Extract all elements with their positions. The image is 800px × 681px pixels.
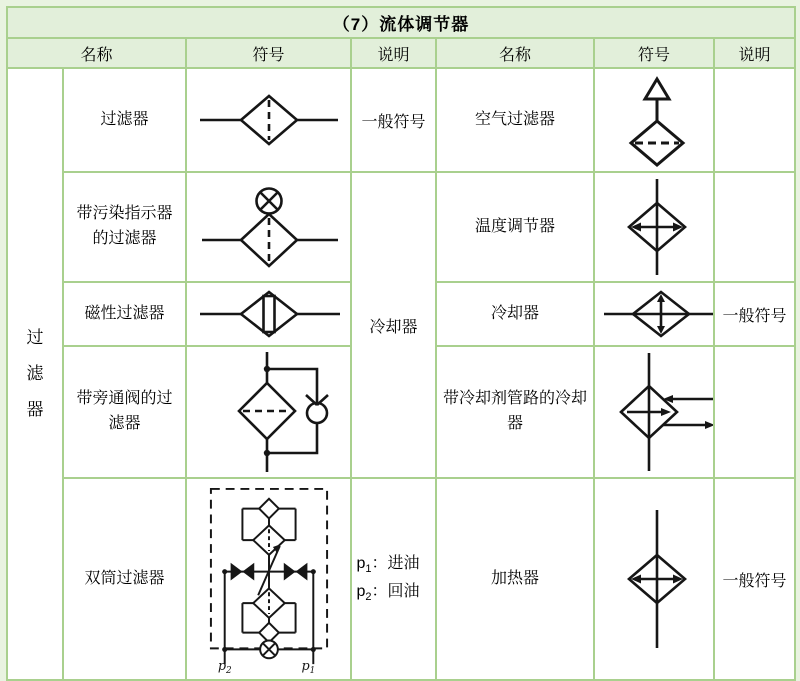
category-label-filter: 过 滤 器 (7, 68, 63, 680)
contamination-indicator-filter-name-cell: 带污染指示器的过滤器 (63, 172, 186, 282)
duplex-p1-label: $p_1$ (300, 658, 315, 674)
air-filter-name-cell: 空气过滤器 (436, 68, 594, 172)
air-filter-symbol-cell (594, 68, 714, 172)
coolant-line-cooler-symbol-cell (594, 346, 714, 478)
table-title: （7）流体调节器 (7, 7, 795, 38)
heater-symbol-cell (594, 478, 714, 680)
coolant-line-cooler-name-cell: 带冷却剂管路的冷却器 (436, 346, 594, 478)
oil-note-line-1: $p_1$：进油 (356, 555, 420, 576)
cooler-span-desc-cell: 冷却器 (351, 172, 436, 478)
duplex-filter-name-cell: 双筒过滤器 (63, 478, 186, 680)
filter-desc-cell: 一般符号 (351, 68, 436, 172)
coolant-line-cooler-symbol-icon (601, 350, 714, 474)
air-filter-desc-cell (714, 68, 795, 172)
cooler-symbol-cell (594, 282, 714, 346)
bypass-valve-filter-symbol-cell (186, 346, 351, 478)
contamination-indicator-filter-symbol-cell (186, 172, 351, 282)
duplex-p2-label: $p_2$ (217, 658, 232, 674)
oil-note-cell (351, 478, 436, 680)
bypass-valve-filter-name-cell: 带旁通阀的过滤器 (63, 346, 186, 478)
heater-desc-cell: 一般符号 (714, 478, 795, 680)
temperature-regulator-symbol-icon (601, 175, 713, 279)
filter-symbol-icon (194, 84, 344, 156)
header-symbol-left: 符号 (186, 38, 351, 68)
duplex-filter-symbol-icon (205, 485, 333, 674)
filter-name-cell: 过滤器 (63, 68, 186, 172)
header-name-left: 名称 (7, 38, 186, 68)
heater-symbol-icon (601, 504, 713, 654)
contamination-indicator-filter-symbol-icon (194, 182, 344, 272)
header-name-right: 名称 (436, 38, 594, 68)
temperature-regulator-symbol-cell (594, 172, 714, 282)
header-desc-right: 说明 (714, 38, 795, 68)
cooler-symbol-icon (601, 285, 714, 343)
duplex-filter-symbol-cell (186, 478, 351, 680)
symbol-reference-table-page (6, 6, 796, 681)
magnetic-filter-symbol-icon (194, 285, 344, 343)
cooler-name-cell: 冷却器 (436, 282, 594, 346)
filter-symbol-cell (186, 68, 351, 172)
magnetic-filter-name-cell: 磁性过滤器 (63, 282, 186, 346)
bypass-valve-filter-symbol-icon (193, 349, 351, 475)
header-symbol-right: 符号 (594, 38, 714, 68)
coolant-line-cooler-desc-cell (714, 346, 795, 478)
oil-note-line-2: $p_2$：回油 (356, 583, 420, 604)
heater-name-cell: 加热器 (436, 478, 594, 680)
temperature-regulator-name-cell: 温度调节器 (436, 172, 594, 282)
air-filter-symbol-icon (601, 71, 713, 169)
cooler-desc-cell: 一般符号 (714, 282, 795, 346)
magnetic-filter-symbol-cell (186, 282, 351, 346)
fluid-regulator-symbol-table (6, 6, 796, 681)
temperature-regulator-desc-cell (714, 172, 795, 282)
header-desc-left: 说明 (351, 38, 436, 68)
